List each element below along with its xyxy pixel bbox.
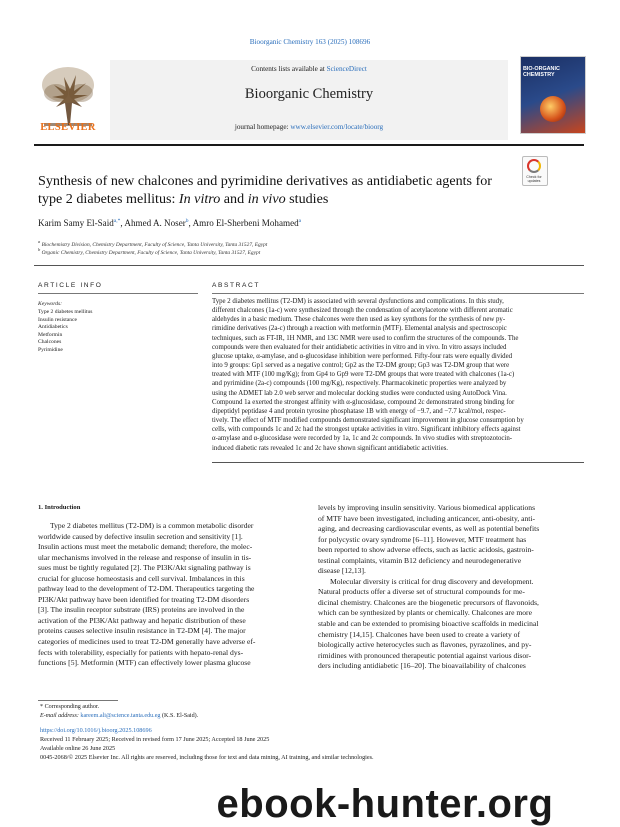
- abstract-heading: ABSTRACT: [212, 282, 260, 289]
- footnote-rule: [38, 700, 118, 701]
- introduction-heading: 1. Introduction: [38, 504, 81, 511]
- journal-name: Bioorganic Chemistry: [244, 86, 374, 102]
- sciencedirect-link[interactable]: ScienceDirect: [326, 65, 367, 73]
- keyword: Metformin: [38, 331, 63, 338]
- cover-title: BIO-ORGANIC CHEMISTRY: [523, 66, 560, 79]
- received-dates: Received 11 February 2025; Received in revised form 17 June 2025; Accepted 18 June 2025: [40, 736, 270, 743]
- keywords-label: Keywords:: [38, 301, 63, 307]
- journal-reference-link[interactable]: Bioorganic Chemistry 163 (2025) 108696: [249, 38, 371, 46]
- article-info-heading: ARTICLE INFO: [38, 282, 103, 289]
- author-name[interactable]: Ahmed A. Noser: [124, 218, 186, 229]
- article-info-rule: [38, 293, 198, 294]
- affiliation-divider: [34, 265, 584, 266]
- elsevier-wordmark: ELSEVIER: [40, 122, 96, 133]
- author-affiliation-link[interactable]: a: [298, 218, 302, 224]
- article-title: Synthesis of new chalcones and pyrimidine derivatives as antidiabetic agents for type 2 diabetes mellitus: In vitro and in vivo studies: [38, 173, 493, 207]
- available-online: Available online 26 June 2025: [40, 745, 116, 752]
- watermark-text: ebook-hunter.org: [216, 782, 554, 826]
- keywords-list: [38, 309, 92, 355]
- journal-homepage: journal homepage: www.elsevier.com/locate/bioorg: [234, 123, 384, 131]
- author-name[interactable]: Karim Samy El-Said: [38, 218, 114, 229]
- check-updates-label: Check for updates: [526, 175, 542, 183]
- author-affiliation-link[interactable]: b: [185, 218, 189, 224]
- keyword: Type 2 diabetes mellitus: [38, 309, 93, 315]
- intro-left-column: Type 2 diabetes mellitus (T2-DM) is a common metabolic disorder worldwide caused by defective insulin secretion and sensitivity [1]. Insulin actions must meet the metabolic demand; therefore, the molec- ular mechanisms involved in the release and response of insulin in tis- sues must be tightly regulated [2]. The PI3K/Akt signaling pathway is crucial for glucose homeostasis and cell survival. Imbalances in this pathway lead to the development of T2-DM. Therapeutics targeting the PI3K/Akt pathway have been identified for treating T2-DM disorders [3]. The insulin receptor substrate (IRS) proteins are involved in the activation of the PI3K/Akt pathway and hepatic distribution of these proteins causes selective insulin resistance in T2-DM [4]. The major categories of medicines used to treat T2-DM generally have adverse ef- fects with tolerability, especially for patients with hepato-renal dys- functions [5]. Metformin (MTF) can effectively lower plasma glucose: [38, 521, 256, 668]
- abstract-end-rule: [212, 462, 584, 463]
- cover-artwork-icon: [540, 96, 566, 122]
- author-name[interactable]: Amro El-Sherbeni Mohamed: [192, 218, 299, 229]
- affiliation: $^b$ Organic Chemistry, Chemistry Department, Faculty of Science, Tanta University, Tanta 31527, Egypt: [38, 247, 261, 256]
- abstract-text: Type 2 diabetes mellitus (T2-DM) is associated with several dysfunctions and complications. In this study, different chalcones (1a-c) were synthesized through the condensation of acetylacetone with different aromatic aldehydes in a basic medium. These chalcones were then used as key synthons for the synthesis of new py- rimidine derivatives (2a-c) through a reaction with metformin (MTF). Elemental analysis and spectroscopic techniques, such as FT-IR, 1H NMR, and 13C NMR were used to confirm the structures of the compounds. The compounds were then evaluated for their antidiabetic activities in vitro and in vivo. In vitro assays included glucose uptake, α-amylase, and α-glucosidase inhibition were performed. Fifty-four rats were equally divided into 9 groups: Gp1 served as a negative control; Gp2 as the T2-DM group; Gp3 was T2-DM group that were treated with MTF (100 mg/Kg); from Gp4 to Gp9 were T2-DM groups that were treated with chalcones (1a-c) and pyrimidine (2a-c) compounds (100 mg/Kg), respectively. Pharmacokinetic properties were analyzed by using the ADMET lab 2.0 web server and molecular docking studies were conducted using AutoDock Vina. Compound 1a exerted the strongest affinity with α-glucosidase, compound 2c demonstrated strong binding for dipeptidyl peptidase 4 and protein tyrosine phosphatase 1B with energy of −9.7, and −7.7 kcal/mol, respec- tively. The effect of MTF modified compounds demonstrated significant improvement in glucose consumption by cells, with compounds 1c and 2c had the strongest uptake activities in vitro. Significant inhibitory effects against α-amylase and α-glucosidase were recorded by 1a, 1c and 2c compounds. In vivo studies with streptozotocin- induced diabetic rats revealed 1c and 2c have shown significant antidiabetic activities.: [212, 298, 524, 452]
- header-divider: [34, 144, 584, 146]
- keyword: Chalcones: [38, 339, 62, 346]
- corresponding-author-note: * Corresponding author.: [40, 704, 100, 710]
- author-list: Karim Samy El-Said$^{a,*}$, Ahmed A. Noser$^b$, Amro El-Sherbeni Mohamed$^a$: [38, 218, 302, 229]
- email-link[interactable]: kareem.ali@science.tanta.edu.eg: [80, 713, 161, 719]
- affiliation: $^a$ Biochemistry Division, Chemistry Department, Faculty of Science, Tanta University, Tanta 31527, Egypt: [38, 239, 268, 248]
- author-affiliation-link[interactable]: a,*: [113, 218, 121, 224]
- contents-availability: Contents lists available at ScienceDirect: [251, 65, 367, 73]
- check-updates-icon: [527, 159, 541, 173]
- keyword: Antidiabetics: [38, 324, 68, 331]
- intro-right-column: levels by improving insulin sensitivity. Various biomedical applications of MTF have been investigated, including anticancer, anti-obesity, anti- aging, and decreasing cardiovascular events, as well as potential benefits for polycystic ovary syndrome [6–11]. However, MTF treatment has been reported to show adverse effects, such as lactic acidosis, gastroin- testinal complaints, vitamin B12 deficiency and neurodegenerative disease [12,13]. Molecular diversity is critical for drug discovery and development. Natural products offer a diverse set of structural compounds for me- dicinal chemistry. Chalcones are the biogenetic precursors of flavonoids, which can be synthesized by plants or chemically. Chalcones are more stable and can be extended to promising bioactive scaffolds in medicinal chemistry [14,15]. Chalcones have been used to create a variety of biologically active heterocycles such as flavones, pyrazolines, and py- rimidines with pronounced therapeutic potential against various disor- ders including antidiabetic [16–20]. The bioavailability of chalcones: [318, 503, 540, 671]
- abstract-rule: [212, 293, 584, 294]
- email-note: E-mail address: kareem.ali@science.tanta.edu.eg (K.S. El-Said).: [40, 713, 199, 719]
- keyword: Insulin resistance: [38, 316, 77, 323]
- doi-link[interactable]: https://doi.org/10.1016/j.bioorg.2025.108696: [40, 727, 152, 734]
- copyright-notice: 0045-2068/© 2025 Elsevier Inc. All rights are reserved, including those for text and data mining, AI training, and similar technologies.: [40, 754, 374, 761]
- keyword: Pyrimidine: [38, 346, 63, 353]
- homepage-link[interactable]: www.elsevier.com/locate/bioorg: [290, 123, 384, 131]
